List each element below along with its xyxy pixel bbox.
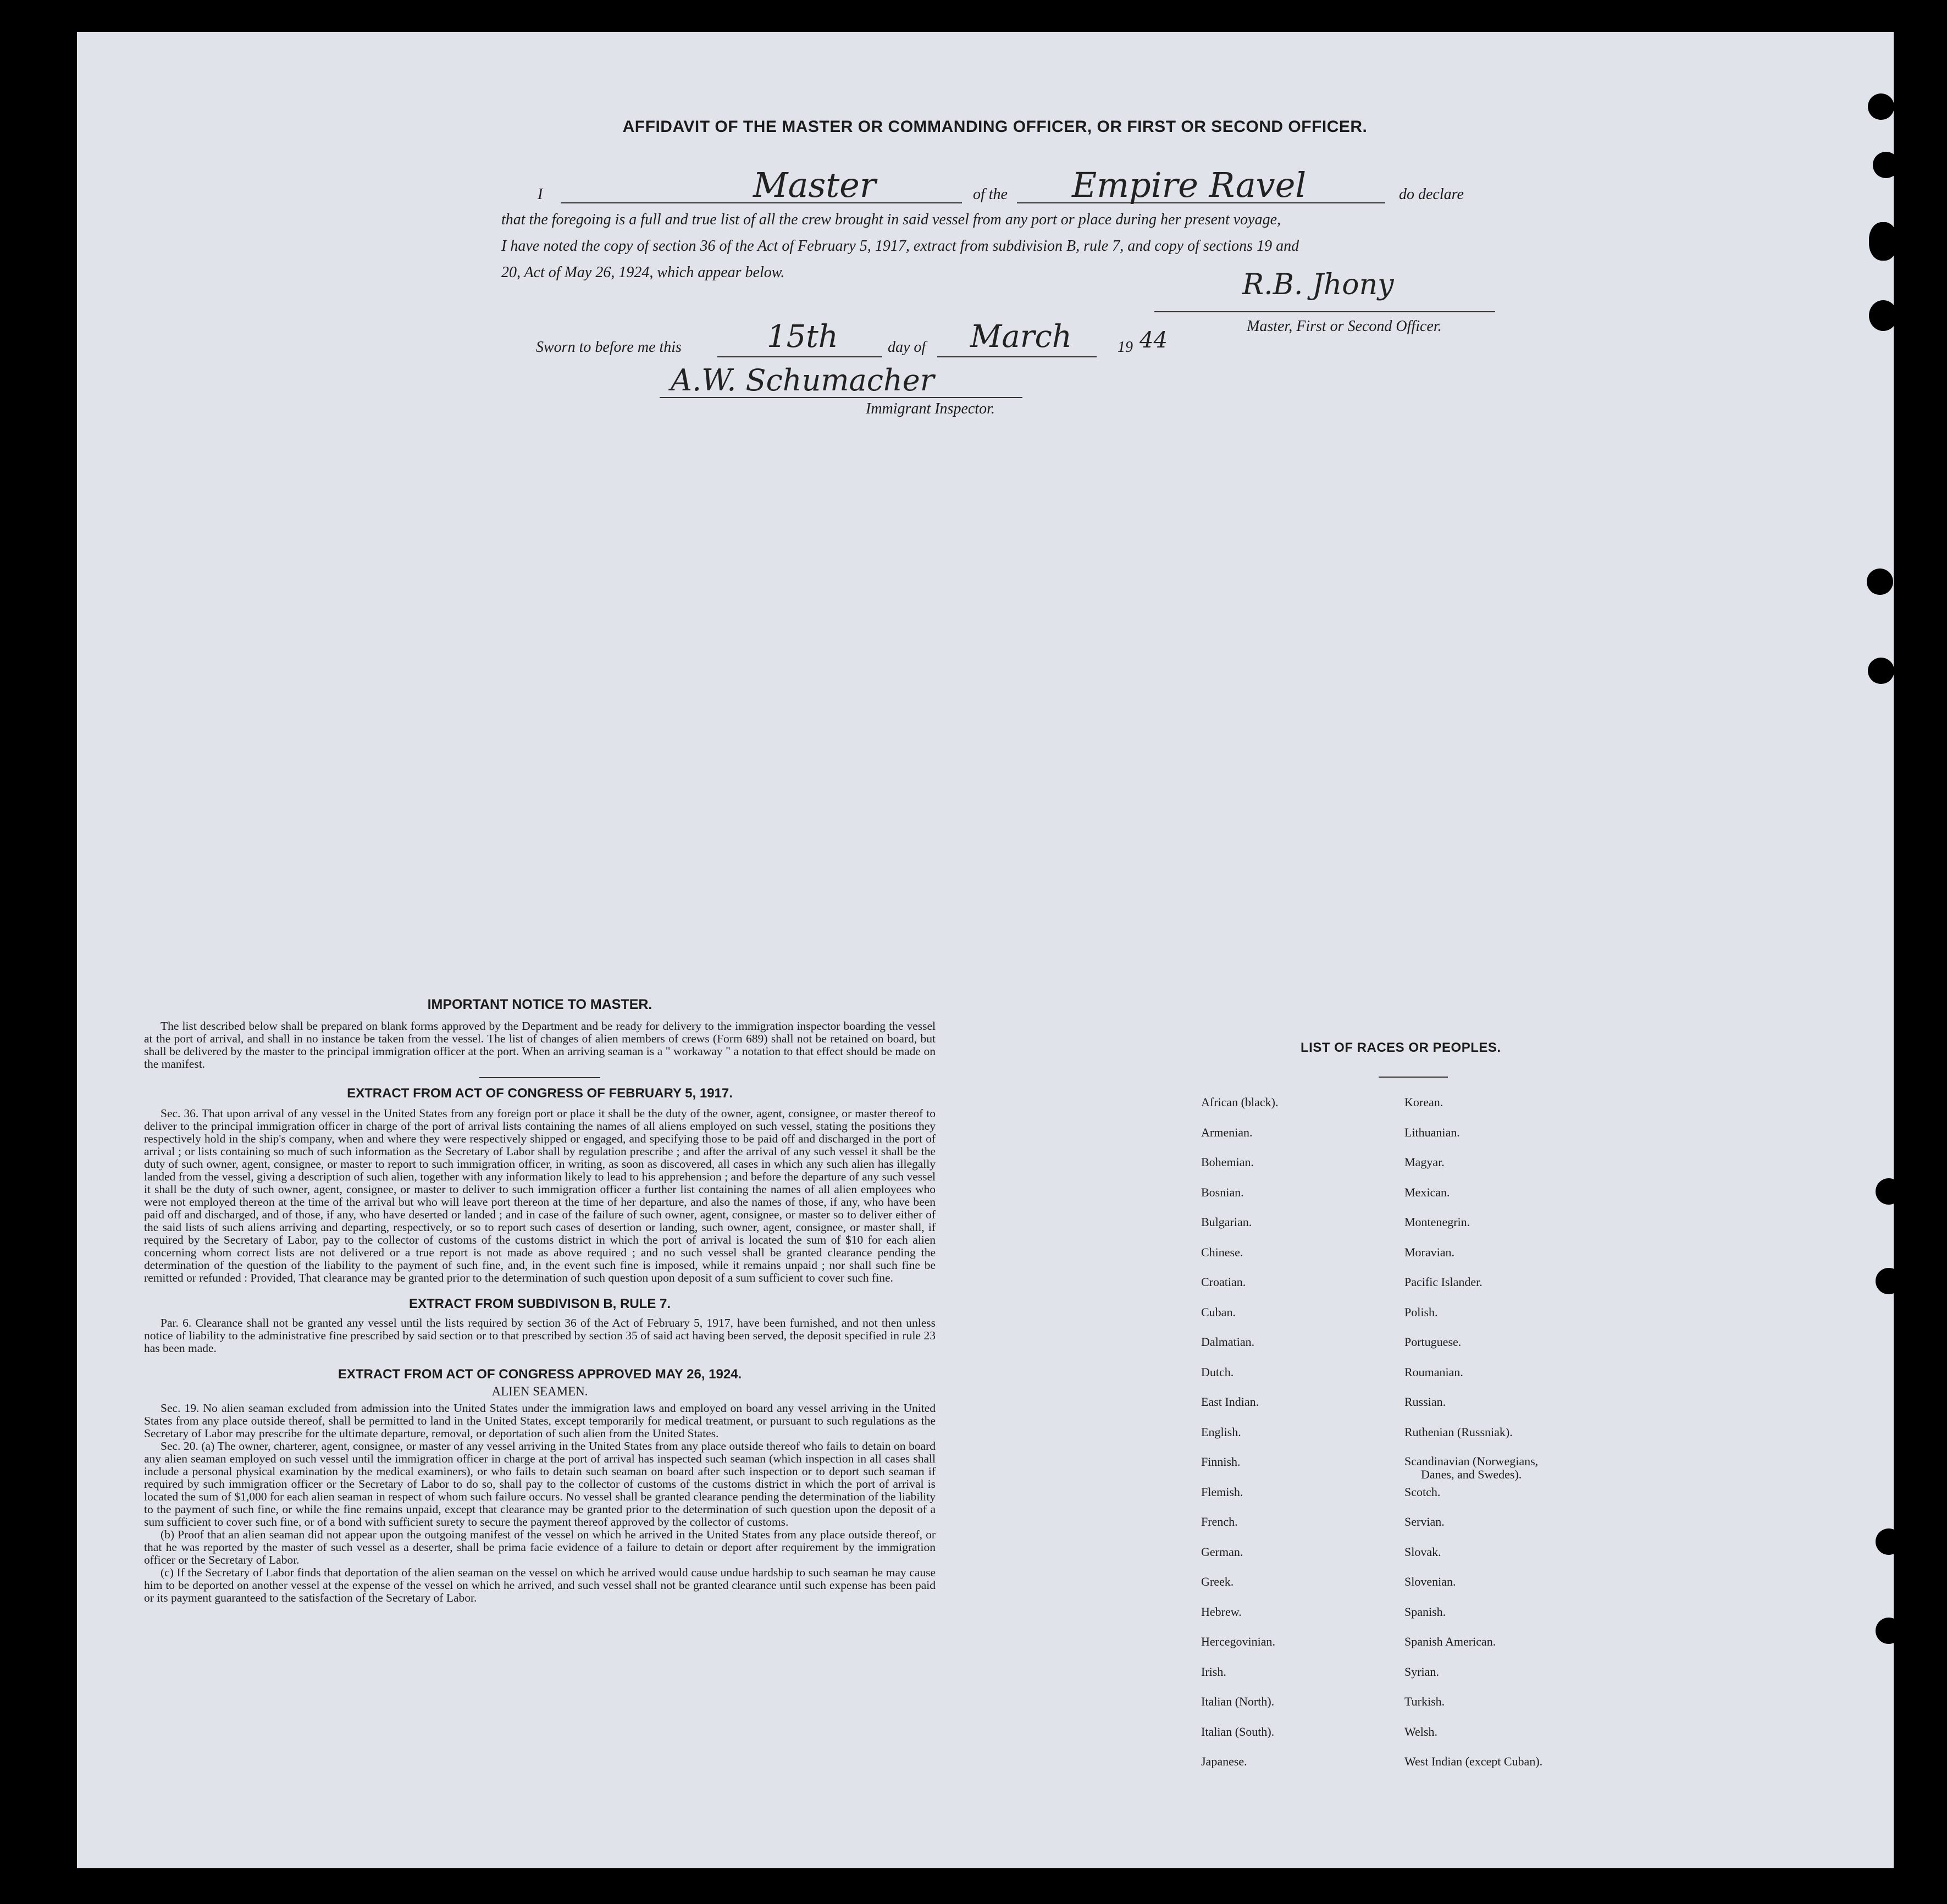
inspector-signature: A.W. Schumacher bbox=[671, 363, 934, 398]
sworn-day-handwritten: 15th bbox=[767, 319, 838, 355]
race-item: Croatian. bbox=[1201, 1275, 1246, 1289]
race-item: Spanish. bbox=[1404, 1604, 1446, 1619]
race-item: Bosnian. bbox=[1201, 1185, 1244, 1199]
officer-title-handwritten: Master bbox=[753, 165, 876, 205]
section-19-text: Sec. 19. No alien seaman excluded from admission into the United States under the immigration laws and employed on board any vessel arriving in the United States from any place outside thereof, shall be permitted to land in the United States, except temporarily for medical treatment, or pursuant to such regulations as the Secretary of Labor may prescribe for the ultimate departure, removal, or deportation of such alien from the United States. bbox=[144, 1401, 936, 1440]
race-item: Scotch. bbox=[1404, 1484, 1441, 1499]
notice-title: IMPORTANT NOTICE TO MASTER. bbox=[427, 997, 652, 1012]
race-item: African (black). bbox=[1201, 1095, 1279, 1109]
section-divider bbox=[479, 1077, 600, 1078]
race-item: Dutch. bbox=[1201, 1365, 1234, 1379]
pronoun-i: I bbox=[538, 186, 543, 203]
section-20c-text: (c) If the Secretary of Labor finds that deportation of the alien seaman on the vessel on which he arrived would cause undue hardship to such seaman he may cause him to be deported on another vessel at the expense of the vessel on which he arrived, and such vessel shall not be granted clearance until such expense has been paid or its payment guaranteed to the satisfaction of the Secretary of Labor. bbox=[144, 1566, 936, 1604]
section-20a-text: Sec. 20. (a) The owner, charterer, agent, consignee, or master of any vessel arriving in the United States from any place outside thereof who fails to detain on board any alien seaman employed on such vessel until the immigration officer in charge at the port of arrival has inspected such seaman (which inspection in all cases shall include a personal physical examination by the medical examiners), or who fails to detain such seaman on board after such inspection or to deport such seaman if required by such immigration officer or the Secretary of Labor to do so, shall pay to the collector of customs of the customs district in which the port of arrival is located the sum of $1,000 for each alien seaman in respect of whom such failure occurs. No vessel shall be granted clearance pending the determination of the liability to the payment of such fine, or while the fine remains unpaid, except that clearance may be granted prior to the determination of such question upon the deposit of a sum sufficient to cover such fine, or of a bond with sufficient surety to secure the payment thereof approved by the collector of customs. bbox=[144, 1439, 936, 1528]
master-signature-caption: Master, First or Second Officer. bbox=[1247, 318, 1442, 335]
affidavit-body-line3: 20, Act of May 26, 1924, which appear below. bbox=[501, 264, 785, 281]
punch-hole bbox=[1876, 1268, 1902, 1294]
race-item: Syrian. bbox=[1404, 1664, 1439, 1679]
heading-subdivision-b: EXTRACT FROM SUBDIVISON B, RULE 7. bbox=[408, 1296, 671, 1311]
sworn-line bbox=[536, 319, 1196, 363]
punch-hole bbox=[1876, 1528, 1902, 1555]
race-item: Russian. bbox=[1404, 1395, 1446, 1409]
paragraph-6-text: Par. 6. Clearance shall not be granted any vessel until the lists required by section 36 of the Act of February 5, 1917, have been furnished, and not then unless notice of liability to the administrative fine prescribed by said section or to that prescribed by section 35 of said act having been served, the deposit specified in rule 23 has been made. bbox=[144, 1316, 936, 1355]
punch-hole bbox=[1869, 300, 1898, 331]
race-item: Ruthenian (Russniak). bbox=[1404, 1425, 1513, 1439]
race-item: Spanish American. bbox=[1404, 1635, 1496, 1648]
races-title-rule bbox=[1379, 1077, 1448, 1078]
alien-seamen-heading: ALIEN SEAMEN. bbox=[491, 1384, 588, 1398]
punch-hole bbox=[1868, 93, 1894, 120]
race-item: Montenegrin. bbox=[1404, 1215, 1470, 1229]
race-item: Cuban. bbox=[1201, 1305, 1236, 1319]
race-item: Hebrew. bbox=[1201, 1604, 1242, 1619]
race-item: Turkish. bbox=[1404, 1695, 1445, 1708]
sworn-month-handwritten: March bbox=[970, 319, 1072, 355]
master-signature: R.B. Jhony bbox=[1242, 268, 1394, 301]
punch-hole bbox=[1876, 1178, 1902, 1205]
section-36-text: Sec. 36. That upon arrival of any vessel in the United States from any foreign port or place it shall be the duty of the owner, agent, consignee, or master thereof to deliver to the principal immigration officer in charge of the port of arrival lists containing the names of all aliens employed on such vessel, stating the positions they respectively hold in the ship's company, when and where they were respectively shipped or engaged, and specifying those to be paid off and discharged in the port of arrival ; or lists containing so much of such information as the Secretary of Labor shall by regulation prescribe ; and after the arrival of any such vessel it shall be the duty of such owner, agent, consignee, or master to report to such immigration officer, in writing, as soon as discovered, all cases in which any such alien has illegally landed from the vessel, giving a description of such alien, together with any information likely to lead to his apprehension ; and before the departure of any such vessel it shall be the duty of such owner, agent, consignee, or master to deliver to such immigration officer a further list containing the names of all alien employees who were not employed thereon at the time of the arrival but who will leave port thereon at the time of her departure, and also the names of those, if any, who have been paid off and discharged, and of those, if any, who have deserted or landed ; and in case of the failure of such owner, agent, consignee, or master so to deliver either of the said lists of such aliens arriving and departing, respectively, or so to report such cases of desertion or landing, such owner, agent, consignee, or master shall, if required by the Secretary of Labor, pay to the collector of customs of the customs district in which the port of arrival is located the sum of $10 for each alien concerning whom correct lists are not delivered or a true report is not made as above required ; and no such vessel shall be granted clearance pending the determination of the question of the liability to the payment of such fine, and, in the event such fine is imposed, while it remains unpaid ; nor shall such fine be remitted or refunded : Provided, That clearance may be granted prior to the determination of such question upon deposit of a sum sufficient to cover such fine. bbox=[144, 1107, 936, 1284]
race-item: East Indian. bbox=[1201, 1395, 1259, 1409]
notice-paragraph: The list described below shall be prepared on blank forms approved by the Department and be ready for delivery to the immigration inspector boarding the vessel at the port of arrival, and shall in no instance be taken from the vessel. The list of changes of alien members of crews (Form 689) shall not be retained on board, but shall be delivered by the master to the principal immigration officer at the port. When an arriving seaman is a " workaway " a notation to that effect should be made on the manifest. bbox=[144, 1019, 936, 1070]
race-item: English. bbox=[1201, 1425, 1241, 1439]
race-item: German. bbox=[1201, 1544, 1243, 1559]
notice-section bbox=[144, 998, 936, 1604]
race-item: Servian. bbox=[1404, 1515, 1445, 1528]
race-item: Slovenian. bbox=[1404, 1575, 1456, 1588]
race-item: Slovak. bbox=[1404, 1544, 1441, 1559]
race-item: Chinese. bbox=[1201, 1245, 1243, 1259]
race-item: Bohemian. bbox=[1201, 1155, 1254, 1169]
race-item: Armenian. bbox=[1201, 1125, 1253, 1139]
blank-sworn-day bbox=[717, 356, 882, 357]
race-item: Italian (North). bbox=[1201, 1695, 1275, 1708]
day-of-label: day of bbox=[888, 339, 926, 356]
race-item-line: Scandinavian (Norwegians, bbox=[1404, 1454, 1539, 1468]
heading-act-1924: EXTRACT FROM ACT OF CONGRESS APPROVED MAY 26, 1924. bbox=[338, 1367, 742, 1382]
sworn-prefix: Sworn to before me this bbox=[536, 339, 682, 356]
punch-hole bbox=[1869, 222, 1898, 261]
punch-hole bbox=[1867, 569, 1893, 595]
punch-hole bbox=[1868, 658, 1894, 684]
race-item: Mexican. bbox=[1404, 1185, 1450, 1199]
punch-hole bbox=[1876, 1618, 1902, 1644]
affidavit-body-line2: I have noted the copy of section 36 of the Act of February 5, 1917, extract from subdivision B, rule 7, and copy of sections 19 and bbox=[501, 238, 1299, 255]
year-suffix-handwritten: 44 bbox=[1140, 328, 1168, 353]
races-left-column bbox=[1201, 1095, 1388, 1785]
race-item: Italian (South). bbox=[1201, 1724, 1275, 1739]
heading-act-1917: EXTRACT FROM ACT OF CONGRESS OF FEBRUARY 5, 1917. bbox=[347, 1086, 733, 1101]
race-item: Magyar. bbox=[1404, 1155, 1445, 1169]
races-right-column bbox=[1404, 1095, 1690, 1785]
race-item: French. bbox=[1201, 1515, 1238, 1528]
race-item: Dalmatian. bbox=[1201, 1335, 1255, 1349]
race-item-continuation: Danes, and Swedes). bbox=[1421, 1467, 1522, 1481]
race-item: Lithuanian. bbox=[1404, 1125, 1460, 1139]
affidavit-body-line1: that the foregoing is a full and true list of all the crew brought in said vessel from any port or place during her present voyage, bbox=[501, 211, 1281, 228]
race-item: Finnish. bbox=[1201, 1455, 1241, 1469]
race-item: Japanese. bbox=[1201, 1754, 1247, 1768]
race-item: Portuguese. bbox=[1404, 1335, 1462, 1349]
race-item bbox=[1404, 1455, 1690, 1485]
section-20b-text: (b) Proof that an alien seaman did not appear upon the outgoing manifest of the vessel on which he arrived in the United States from any place outside thereof, or that he was reported by the master of such vessel as a deserter, shall be prima facie evidence of a failure to detain or deport after requirement by the immigration officer or the Secretary of Labor. bbox=[144, 1528, 936, 1566]
race-item: Hercegovinian. bbox=[1201, 1635, 1275, 1648]
race-item: Flemish. bbox=[1201, 1484, 1243, 1499]
race-item: Pacific Islander. bbox=[1404, 1275, 1483, 1289]
races-title: LIST OF RACES OR PEOPLES. bbox=[1301, 1040, 1501, 1055]
affidavit-title: AFFIDAVIT OF THE MASTER OR COMMANDING OFFICER, OR FIRST OR SECOND OFFICER. bbox=[622, 118, 1368, 136]
race-item: Welsh. bbox=[1404, 1724, 1437, 1739]
do-declare-label: do declare bbox=[1399, 186, 1464, 203]
punch-hole bbox=[1873, 152, 1899, 178]
race-item: Korean. bbox=[1404, 1095, 1443, 1109]
race-item: Bulgarian. bbox=[1201, 1215, 1252, 1229]
year-prefix: 19 bbox=[1118, 339, 1133, 356]
master-signature-line bbox=[1154, 311, 1495, 312]
race-item: Greek. bbox=[1201, 1575, 1234, 1588]
race-item: Irish. bbox=[1201, 1664, 1226, 1679]
race-item: Moravian. bbox=[1404, 1245, 1455, 1259]
race-item: Roumanian. bbox=[1404, 1365, 1463, 1379]
blank-sworn-month bbox=[937, 356, 1097, 357]
race-item: West Indian (except Cuban). bbox=[1404, 1754, 1543, 1768]
vessel-name-handwritten: Empire Ravel bbox=[1072, 165, 1307, 205]
race-item: Polish. bbox=[1404, 1305, 1438, 1319]
inspector-caption: Immigrant Inspector. bbox=[866, 400, 995, 417]
affidavit-line1 bbox=[533, 165, 1495, 203]
of-the-label: of the bbox=[973, 186, 1008, 203]
